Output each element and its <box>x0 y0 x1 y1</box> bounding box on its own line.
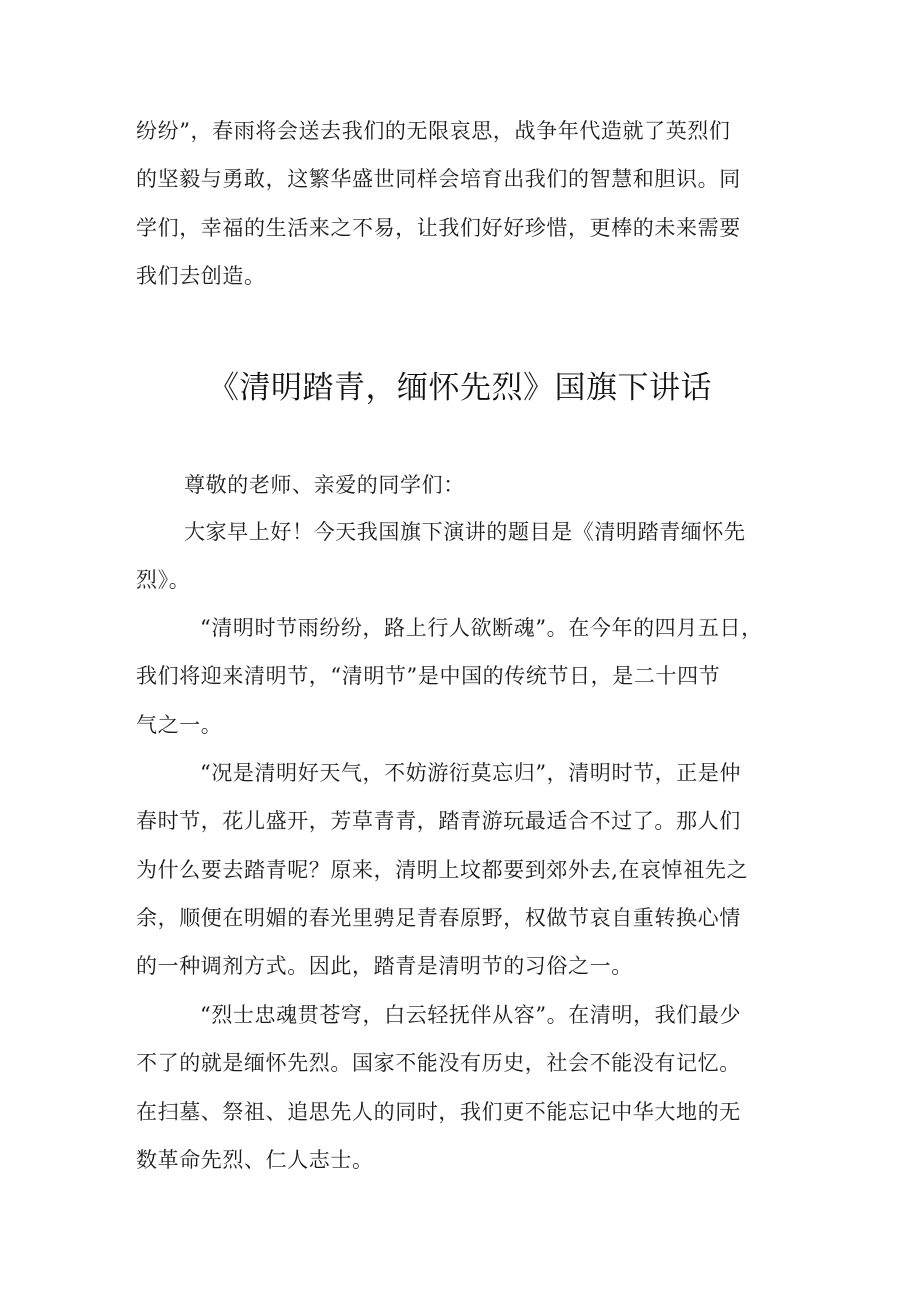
salutation <box>136 461 796 509</box>
paragraph-outing <box>136 749 796 990</box>
paragraph-line: 烈》。 <box>136 568 191 593</box>
continued-paragraph <box>136 107 796 300</box>
paragraph-line: 气之一。 <box>136 712 223 737</box>
paragraph-line: 我们将迎来清明节，“清明节”是中国的传统节日，是二十四节 <box>136 664 721 689</box>
paragraph-line: 在扫墓、祭祖、追思先人的同时，我们更不能忘记中华大地的无 <box>136 1099 741 1124</box>
paragraph-line: 的一种调剂方式。因此，踏青是清明节的习俗之一。 <box>136 954 633 979</box>
paragraph-line: 不了的就是缅怀先烈。国家不能没有历史，社会不能没有记忆。 <box>136 1051 741 1076</box>
paragraph-greeting <box>136 508 796 605</box>
paragraph-line: 数革命先烈、仁人志士。 <box>136 1147 374 1172</box>
paragraph-line: 纷纷”，春雨将会送去我们的无限哀思，战争年代造就了英烈们 <box>136 119 731 143</box>
paragraph-line: 大家早上好！今天我国旗下演讲的题目是《清明踏青缅怀先 <box>184 520 746 544</box>
speech-title: 《清明踏青，缅怀先烈》国旗下讲话 <box>208 370 712 406</box>
paragraph-line: 春时节，花儿盛开，芳草青青，踏青游玩最适合不过了。那人们 <box>136 809 741 834</box>
paragraph-line: 为什么要去踏青呢？原来，清明上坟都要到郊外去,在哀悼祖先之 <box>136 857 749 882</box>
paragraph-line: 的坚毅与勇敢，这繁华盛世同样会培育出我们的智慧和胆识。同 <box>136 167 741 192</box>
paragraph-qingming-intro <box>136 604 796 749</box>
salutation-line: 尊敬的老师、亲爱的同学们： <box>184 473 465 497</box>
paragraph-martyrs <box>136 991 796 1184</box>
paragraph-line: 学们，幸福的生活来之不易，让我们好好珍惜，更棒的未来需要 <box>136 215 741 240</box>
paragraph-line: “清明时节雨纷纷，路上行人欲断魂”。在今年的四月五日， <box>200 616 763 640</box>
paragraph-line: 我们去创造。 <box>136 263 266 288</box>
paragraph-line: 余，顺便在明媚的春光里骋足青春原野，权做节哀自重转换心情 <box>136 905 741 930</box>
paragraph-line: “况是清明好天气，不妨游衍莫忘归”，清明时节，正是仲 <box>200 761 742 785</box>
paragraph-line: “烈士忠魂贯苍穹，白云轻抚伴从容”。在清明，我们最少 <box>200 1003 742 1027</box>
